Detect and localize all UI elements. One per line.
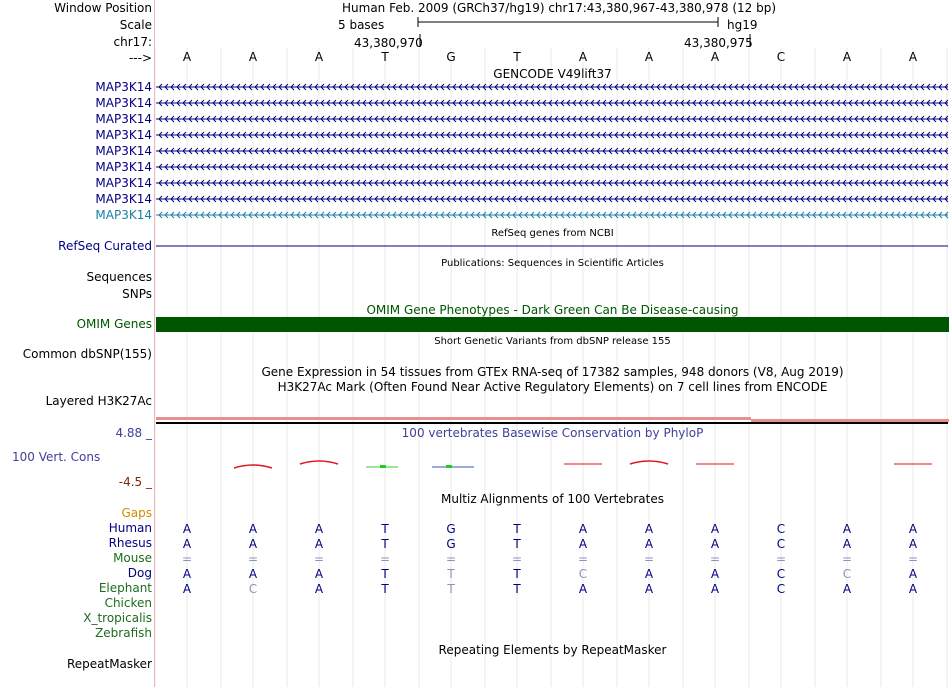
alignment-base: A	[908, 537, 918, 551]
alignment-base: =	[511, 552, 523, 566]
repeatmasker-title[interactable]: Repeating Elements by RepeatMasker	[438, 643, 667, 657]
species-label[interactable]: Rhesus	[108, 536, 152, 550]
alignment-base: T	[513, 537, 521, 551]
base-letter: A	[314, 50, 324, 64]
alignment-base: A	[248, 537, 258, 551]
alignment-base: T	[447, 582, 455, 596]
gencode-gene-label[interactable]: MAP3K14	[95, 160, 152, 174]
alignment-base: T	[381, 567, 389, 581]
base-letter: A	[182, 50, 192, 64]
repeatmasker-label[interactable]: RepeatMasker	[66, 657, 152, 671]
base-letter: G	[446, 50, 456, 64]
alignment-base: =	[709, 552, 721, 566]
alignment-base: C	[842, 567, 852, 581]
multiz-title[interactable]: Multiz Alignments of 100 Vertebrates	[440, 492, 665, 506]
alignment-base: A	[644, 522, 654, 536]
species-label[interactable]: Dog	[127, 566, 152, 580]
gencode-gene-label[interactable]: MAP3K14	[95, 96, 152, 110]
alignment-base: C	[248, 582, 258, 596]
alignment-base: =	[181, 552, 193, 566]
h3k27ac-signal	[156, 417, 751, 420]
cons-track-label[interactable]: 100 Vert. Cons	[12, 450, 101, 464]
window-position-label: Window Position	[54, 1, 152, 15]
alignment-base: A	[248, 522, 258, 536]
alignment-base: C	[776, 582, 786, 596]
alignment-base: A	[182, 522, 192, 536]
omim-bar	[156, 317, 949, 332]
alignment-base: A	[182, 582, 192, 596]
publications-title[interactable]: Publications: Sequences in Scientific Articles	[441, 258, 664, 269]
h3k27ac-title[interactable]: H3K27Ac Mark (Often Found Near Active Regulatory Elements) on 7 cell lines from ENCODE	[277, 380, 828, 394]
alignment-base: A	[314, 522, 324, 536]
gencode-gene-label[interactable]: MAP3K14	[95, 144, 152, 158]
alignment-base: =	[379, 552, 391, 566]
alignment-base: =	[775, 552, 787, 566]
gencode-gene-label[interactable]: MAP3K14	[95, 176, 152, 190]
gtex-title[interactable]: Gene Expression in 54 tissues from GTEx RNA-seq of 17382 samples, 948 donors (V8, Aug 2019)	[261, 365, 844, 379]
alignment-base: A	[314, 537, 324, 551]
dbsnp-label[interactable]: Common dbSNP(155)	[22, 347, 152, 361]
alignment-base: =	[445, 552, 457, 566]
alignment-base: G	[446, 522, 456, 536]
base-letter: A	[842, 50, 852, 64]
alignment-base: =	[577, 552, 589, 566]
alignment-base: A	[578, 582, 588, 596]
refseq-title[interactable]: RefSeq genes from NCBI	[491, 228, 614, 239]
chrom-label: chr17:	[113, 35, 152, 49]
species-label[interactable]: Elephant	[98, 581, 152, 595]
gencode-title[interactable]: GENCODE V49lift37	[493, 67, 612, 81]
alignment-base: A	[842, 582, 852, 596]
alignment-base: A	[710, 522, 720, 536]
alignment-base: T	[447, 567, 455, 581]
phylop-peak	[630, 461, 668, 464]
species-label[interactable]: Chicken	[104, 596, 152, 610]
alignment-base: A	[842, 522, 852, 536]
alignment-base: A	[182, 537, 192, 551]
phylop-low	[446, 465, 452, 468]
alignment-base: C	[776, 567, 786, 581]
alignment-base: =	[643, 552, 655, 566]
scale-text: 5 bases	[338, 18, 385, 32]
base-letter: A	[578, 50, 588, 64]
gencode-gene-label[interactable]: MAP3K14	[95, 112, 152, 126]
alignment-base: T	[513, 522, 521, 536]
alignment-base: A	[710, 567, 720, 581]
base-letter: A	[710, 50, 720, 64]
alignment-base: A	[908, 567, 918, 581]
alignment-base: =	[313, 552, 325, 566]
alignment-base: =	[247, 552, 259, 566]
strand-label: --->	[128, 51, 152, 65]
alignment-base: G	[446, 537, 456, 551]
alignment-base: A	[182, 567, 192, 581]
alignment-base: A	[314, 582, 324, 596]
cons-min-label: -4.5 _	[118, 475, 152, 489]
alignment-base: C	[776, 522, 786, 536]
alignment-base: A	[842, 537, 852, 551]
position-text: Human Feb. 2009 (GRCh37/hg19) chr17:43,380,967-43,380,978 (12 bp)	[342, 1, 777, 15]
assembly-text: hg19	[727, 18, 758, 32]
alignment-base: T	[513, 567, 521, 581]
alignment-base: A	[248, 567, 258, 581]
alignment-base: =	[841, 552, 853, 566]
alignment-base: T	[513, 582, 521, 596]
cons-max-label: 4.88 _	[115, 426, 152, 440]
omim-label[interactable]: OMIM Genes	[76, 317, 152, 331]
alignment-base: A	[644, 567, 654, 581]
alignment-base: =	[907, 552, 919, 566]
coord-right: 43,380,975	[684, 36, 753, 50]
alignment-base: C	[776, 537, 786, 551]
base-letter: A	[248, 50, 258, 64]
omim-title[interactable]: OMIM Gene Phenotypes - Dark Green Can Be Disease-causing	[366, 303, 739, 317]
alignment-base: A	[314, 567, 324, 581]
alignment-base: A	[578, 537, 588, 551]
gencode-gene-label[interactable]: MAP3K14	[95, 128, 152, 142]
alignment-base: T	[381, 522, 389, 536]
species-label[interactable]: Mouse	[113, 551, 152, 565]
base-letter: T	[381, 50, 389, 64]
gaps-label: Gaps	[121, 506, 152, 520]
h3k27ac-signal	[751, 419, 949, 422]
base-letter: C	[776, 50, 786, 64]
gencode-gene-label[interactable]: MAP3K14	[95, 80, 152, 94]
h3k27ac-label[interactable]: Layered H3K27Ac	[45, 394, 152, 408]
alignment-base: A	[644, 582, 654, 596]
scale-label: Scale	[119, 18, 152, 32]
alignment-base: T	[381, 537, 389, 551]
species-label[interactable]: Human	[108, 521, 152, 535]
gencode-gene-label[interactable]: MAP3K14	[95, 208, 152, 222]
alignment-base: A	[710, 582, 720, 596]
coord-left: 43,380,970	[354, 36, 423, 50]
dbsnp-title[interactable]: Short Genetic Variants from dbSNP release 155	[434, 336, 671, 347]
refseq-label[interactable]: RefSeq Curated	[58, 239, 152, 253]
base-letter: A	[644, 50, 654, 64]
species-label[interactable]: X_tropicalis	[83, 611, 152, 625]
sequences-label[interactable]: Sequences	[86, 270, 152, 284]
phylop-peak	[300, 461, 338, 464]
alignment-base: A	[578, 522, 588, 536]
snps-label[interactable]: SNPs	[122, 287, 152, 301]
alignment-base: A	[710, 537, 720, 551]
alignment-base: C	[578, 567, 588, 581]
alignment-base: A	[644, 537, 654, 551]
phylop-title[interactable]: 100 vertebrates Basewise Conservation by PhyloP	[401, 426, 704, 440]
alignment-base: T	[381, 582, 389, 596]
species-label[interactable]: Zebrafish	[95, 626, 152, 640]
phylop-peak	[234, 465, 272, 468]
base-letter: T	[513, 50, 521, 64]
base-letter: A	[908, 50, 918, 64]
gencode-gene-label[interactable]: MAP3K14	[95, 192, 152, 206]
alignment-base: A	[908, 522, 918, 536]
alignment-base: A	[908, 582, 918, 596]
phylop-low	[380, 465, 386, 468]
